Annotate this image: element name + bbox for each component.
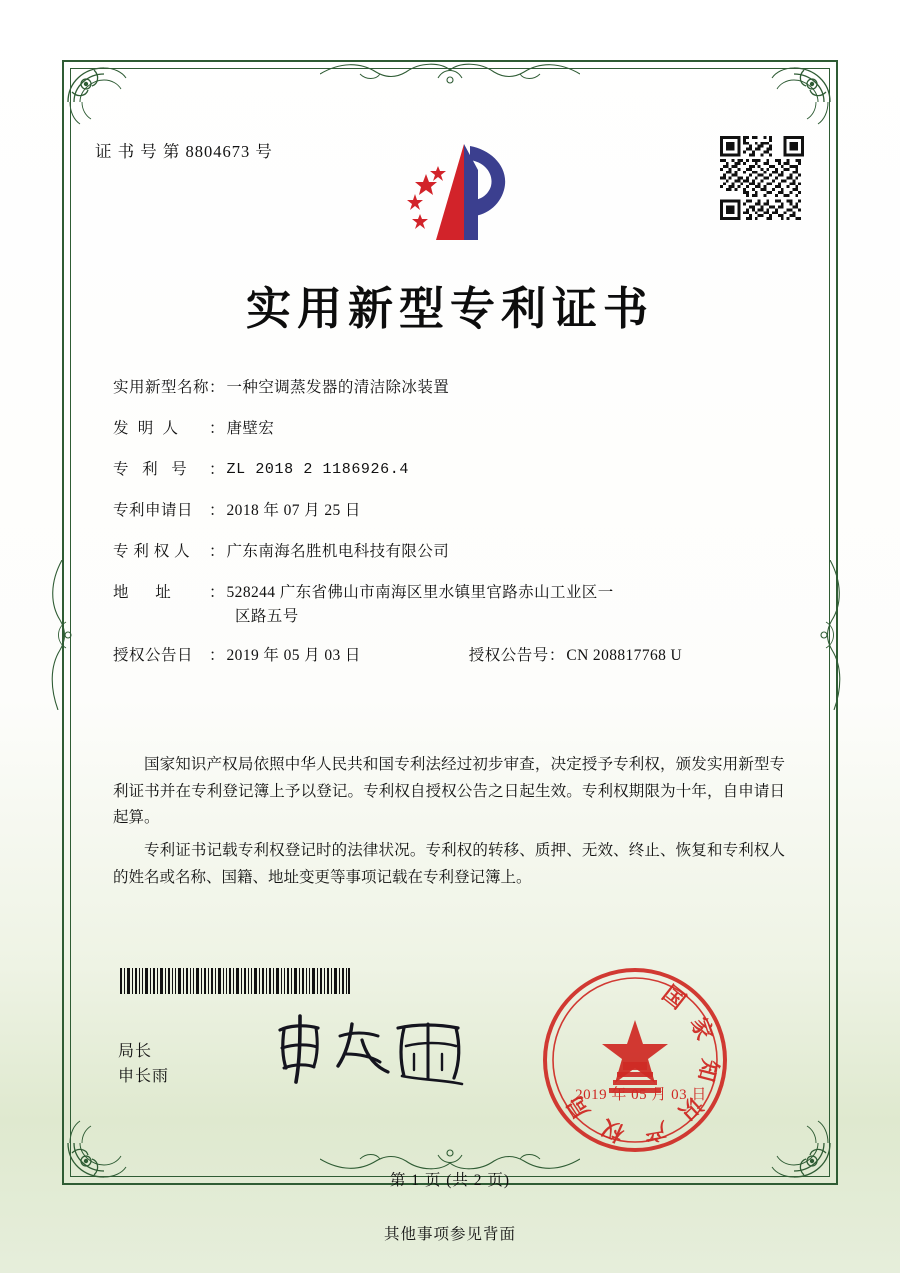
edge-flourish-icon (320, 58, 580, 88)
barcode (120, 968, 350, 994)
field-value-announcement-number: CN 208817768 U (566, 647, 683, 664)
field-colon: ： (209, 379, 225, 396)
field-value-address-continued: 区路五号 (235, 607, 299, 625)
field-row-address (113, 585, 793, 624)
field-value-address: 528244 广东省佛山市南海区里水镇里官路赤山工业区一 (226, 584, 614, 601)
page-number: 第 1 页 (共 2 页) (389, 1172, 511, 1189)
field-label: 发 明 人 (113, 420, 179, 437)
field-value-inventor: 唐壁宏 (226, 420, 275, 437)
field-value-patent-number: ZL 2018 2 1186926.4 (226, 461, 409, 478)
legal-paragraph-2: 专利证书记载专利权登记时的法律状况。专利权的转移、质押、无效、终止、恢复和专利权人的姓名或名称、国籍、地址变更等事项记载在专利登记簿上。 (113, 841, 785, 886)
signature-title-label: 局长 (118, 1043, 153, 1060)
field-colon: ： (548, 647, 565, 664)
cnipa-logo-icon (392, 140, 522, 248)
field-value-utility-model-name: 一种空调蒸发器的清洁除冰装置 (226, 379, 450, 396)
field-row-patentee (113, 544, 793, 560)
signature-name-label: 申长雨 (118, 1067, 170, 1085)
legal-text (113, 752, 785, 897)
field-label: 专 利 权 人 (113, 543, 191, 560)
field-label-announcement-date: 授权公告日 (113, 647, 194, 664)
patent-fields (113, 380, 793, 689)
field-value-announcement-date: 2019 年 05 月 03 日 (226, 647, 361, 664)
field-value-application-date: 2018 年 07 月 25 日 (226, 502, 361, 519)
field-colon: ： (209, 584, 225, 601)
edge-flourish-icon (816, 560, 846, 710)
handwritten-signature-icon (266, 1010, 476, 1090)
corner-ornament-icon (64, 62, 146, 144)
field-row-utility-model-name (113, 380, 793, 396)
field-row-application-date (113, 503, 793, 519)
field-colon: ： (209, 543, 225, 560)
field-label: 专 利 号 (113, 461, 188, 478)
edge-flourish-icon (46, 560, 76, 710)
address-line-1 (113, 585, 793, 601)
field-label-announcement-number: 授权公告号 (468, 647, 549, 664)
field-label: 地 址 (113, 584, 172, 601)
seal-date: 2019 年 05 月 03 日 (575, 1087, 707, 1103)
signature-labels (118, 1040, 169, 1090)
official-red-seal-icon (537, 962, 733, 1158)
qr-code (720, 136, 804, 220)
field-colon: ： (209, 461, 225, 478)
field-colon: ： (209, 647, 225, 664)
field-colon: ： (209, 502, 225, 519)
footer-note: 其他事项参见背面 (383, 1226, 516, 1243)
page-title: 实用新型专利证书 (245, 282, 654, 335)
svg-text:国家知识产权局: 国家知识产权局 (552, 980, 723, 1148)
legal-paragraph-1: 国家知识产权局依照中华人民共和国专利法经过初步审查，决定授予专利权，颁发实用新型专利证书并在专利登记簿上予以登记。专利权自授权公告之日起生效。专利权期限为十年，自申请日起算。 (113, 756, 785, 827)
field-row-announcement (113, 648, 793, 664)
field-row-patent-number (113, 462, 793, 478)
field-colon: ： (209, 420, 225, 437)
field-label: 专利申请日 (113, 502, 194, 519)
field-label: 实用新型名称 (113, 379, 210, 396)
field-value-patentee: 广东南海名胜机电科技有限公司 (226, 543, 450, 560)
field-row-inventor (113, 421, 793, 437)
corner-ornament-icon (752, 62, 834, 144)
certificate-number: 证 书 号 第 8804673 号 (95, 142, 273, 161)
